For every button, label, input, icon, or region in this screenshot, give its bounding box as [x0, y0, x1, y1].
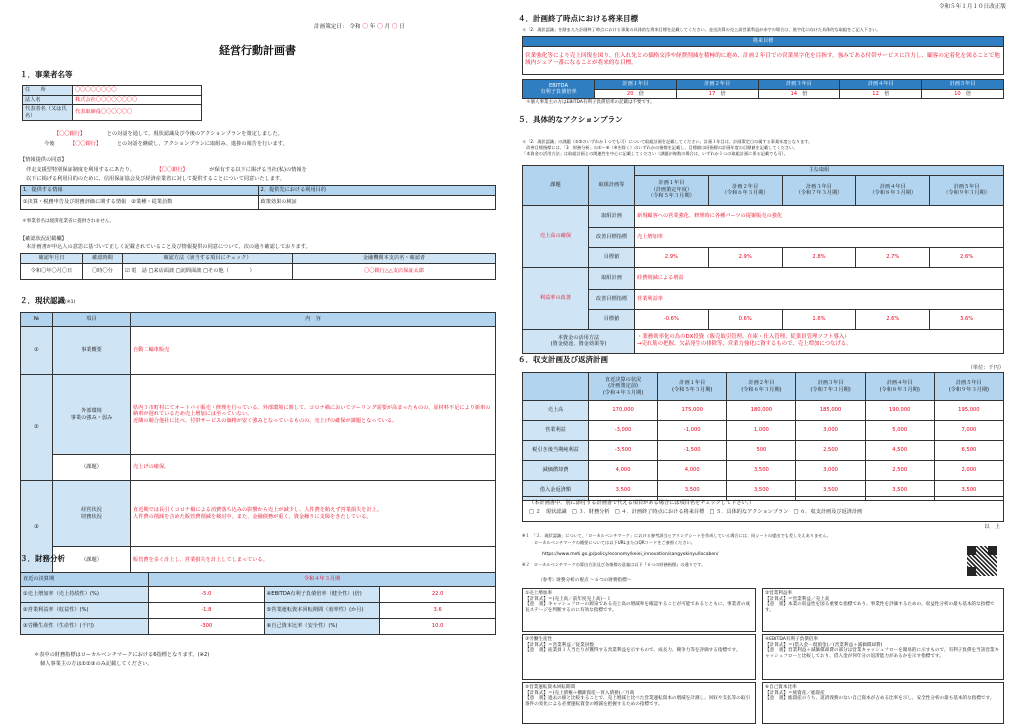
ebitda-note: ＊個人事業主の方はEBITDA有利子負債倍率の記載は不要です。 [526, 100, 655, 105]
left-page [14, 0, 501, 727]
ijo: 以 上 [984, 524, 1000, 530]
footnote-1b: ローカルベンチマークの概要については以下URLまたはQRコードをご参照ください。 [534, 540, 695, 545]
section-5-note-1: ＊「2．現状認識」の課題（②③のいずれか１つでも可）について取組計画を記載してください。計画１年目は、計画策定日の属する事業年度となります。 [522, 139, 813, 144]
intro-line-1: 【〇〇銀行】 との対話を通して、現状認識及び今後のアクションプランを策定しました。 [54, 131, 283, 137]
confirm-title: 【確認状況記載欄】 [20, 236, 67, 242]
info-consent-title: 【情報提供の同意】 [20, 157, 67, 163]
financial-note-2: 個人事業主の方は①②③のみ記載してください。 [40, 661, 153, 667]
confirm-table: 確認年月日 確認時間 確認方法（該当する項目にチェック） 金融機関本支店名・確認者 令和〇年〇月〇日 〇時〇分 ☑ 電 話 □来店面談 □訪問面談 □その他（ ） 〇〇銀行△△支店保証太郎 [20, 253, 496, 280]
info-note: ＊事業者名は経済産業省に提供されません。 [22, 219, 115, 224]
attachment-box: （本計画書中、別に添付する計画書で代える項目がある場合には項目名をチェックして下さい。） □ ２ 現状認識 □ ３．財務分析 □ ４．計画終了時点における将来目標 □ ５．具体的なアクションプラン □ ６．収支計画及び返済計画 [522, 496, 1004, 522]
section-5-note-2: 改善目標指標には、「3 財務分析」の①～⑥（※を除く）のいずれかの指標を記載し、目標値は同指標の計画年度の目標値を記載してください。 [522, 145, 798, 150]
ref-equity-ratio: ⑥自己資本比率 【計算式】＝純資産／総資産 【意 義】総資産のうち、返済義務のない自己資本が占める比率を示し、安全性分析の最も基本的な指標です。 [762, 682, 1004, 724]
section-5-note-3: 「本資金の活用方法」は取組計画との関連性を中心に記載してください（課題が複数の場合は、いずれか１つの取組計画に係る記載でも可）。 [522, 151, 788, 156]
section-1-heading: １．事業者名等 [20, 70, 73, 79]
confirm-description: 本計画書が申込人の意思に基づいて正しく記載されていること及び情報提供の同意について、次の通り確認しております。 [26, 244, 311, 250]
reference-title: （参考）財務分析の視点 ～６つの財務指標～ [538, 578, 632, 583]
localbench-url[interactable]: https://www.meti.go.jp/policy/economy/keiei_innovation/sangyokinyu/locaben/ [542, 552, 719, 557]
status-table: № 項目 内 容 ① 事業概要 自動二輪車販売 ② 外部環境 事業の強み・弱み 県内３市町村にてオートバイ販売・修理を行っている。外部環境に関して、コロナ禍においてツーリング需要が高まったものの、原材料不足により新車の納車が遅れているため売上増加には至っていない。 近隣の競合他社に比べ、付帯サービスの価格が安く強みとなっているものの、売上げの確保が課題となっている。 （課題） 売上げの確保。 ③ 経営状況 財務状況 直近期では長引くコロナ禍による消費落ち込みの影響から売上が減少し、人件費を賄えず営業損失を計上。 人件費の削減を含めた販管費削減を検討中。また、金融債務が重く、資金繰りに支障をきたしている。 （課題） 販管費を多く計上し、営業損失を計上してしまっている。 [20, 312, 496, 575]
section-4-note: ＊「2．現状認識」を踏まえた計画終了時点における事業の具体的な将来目標を記載してください。並送決算の売上高営業利益が赤字の場合は、黒字化に向けた具体的な取組をご記入下さい。 [522, 27, 881, 32]
info-consent-line-1: 伴走支援型特別保証制度を利用するにあたり、 【〇〇銀行】 が保有する以下に掲げる当社(私)の情報を [26, 167, 307, 173]
ref-sales-growth: ①売上増加率 【計算式】＝(売上高／前年度売上高)－１ 【意 義】キャッシュフローの源泉である売上高の増減率を確認することが可能であるとともに、事業者の成長ステージを判断するのに有効な指標です。 [522, 588, 756, 632]
footnote-2: ※２ ローカルベンチマークの算出方法及び各指標の意義は以下『６つの財務指標』の通りです。 [522, 562, 706, 567]
info-consent-line-2: 以下に掲げる利用目的のために、信用保証協会及び経済産業省に対して提供することについて同意いたします。 [26, 176, 285, 182]
ref-ebitda-ratio: ④EBITDA有利子負債倍率 【計算式】＝(借入金－現預金)／(営業利益＋減価償却費) 【意 義】営業利益＋減価償却費の部分は営業キャッシュフローを簡易的に示すもので、有利子負債を当該営業キャッシュフローと比較しており、借入金が何年分の返済能力があるかを示す指標です。 [762, 634, 1004, 680]
revision-date: 令和５年１月１０日改正版 [938, 4, 1006, 10]
section-5-heading: ５．具体的なアクションプラン [518, 115, 623, 124]
section-3-heading: ３．財務分析 [20, 554, 65, 563]
business-info-table: 住 所 〇〇〇〇〇〇〇〇 法人名 株式会社〇〇〇〇〇〇〇〇 代表者名（又は氏名） 代表取締役〇〇〇〇〇〇 [22, 85, 202, 121]
income-plan-table: 直近決算の状況 (計画策定前) (令和４年３月期) 計画１年目 (令和５年３月期) 計画２年目 (令和６年３月期) 計画３年目 (令和７年３月期) 計画４年目 (令和８年３月期) 計画５年目 (令和９年３月期) 売上高 170,000 175,000 180,000 185,000 190,000 195,000 営業利益 -3,000 -1,000 1,000 3,000 5,000 7,000 税引き後当期純利益 -3,500 -1,500 500 2,500 4,500 6,500 減価償却費 4,000 4,000 3,500 3,000 2,500 2,000 借入金返済額 3,500 3,500 3,500 3,500 3,500 3,500 [522, 372, 1004, 501]
unit-label: （単位：千円） [967, 365, 1004, 371]
section-4-heading: ４．計画終了時点における将来目標 [518, 14, 638, 23]
ref-labor-productivity: ③労働生産性 【計算式】＝営業利益／従業員数 【意 義】従業員１人当たりが獲得する営業利益を示すもので、成長力、競争力等を評価する指標です。 [522, 634, 756, 680]
intro-line-2: 今後 【〇〇銀行】 との対話を継続し、アクションプランに取組み、進捗の報告を行います。 [44, 141, 288, 147]
info-provision-table: 1．提供する情報 2．提供先における利用目的 ①決算・税務申告及び財務評価に関する情報 ②業種・従業員数 政策効果の検証 [20, 185, 496, 210]
future-goal-table: 将来目標 営業強化等により売上回復を図り、仕入れ先との価格交渉や経費削減を積極的に進め、計画２年目での営業黒字化を目指す。強みである付帯サービスに注力し、顧客の定着化を図ることで地域内シェア一番になることが将来的な目標。 [522, 36, 1004, 75]
plan-date: 計画策定日： 令和 〇 年 〇 月 〇 日 [314, 24, 405, 30]
section-6-heading: ６．収支計画及び返済計画 [518, 355, 608, 364]
qr-code-icon[interactable] [967, 546, 997, 576]
section-2-heading: ２．現状認識(※1) [20, 296, 76, 305]
ebitda-target-table: EBITDA 有利子負債倍率 計画１年目 計画２年目 計画３年目 計画４年目 計画５年目 20 倍 17 倍 14 倍 12 倍 10 倍 [522, 79, 1004, 99]
ref-working-capital: ⑤営業運転資本回転期間 【計算式】＝(売上債権＋棚卸資産－買入債務)／月商 【意 義】過去の値と比較することで、売上増減と比べた営業運転資本の増減を計測し、回収や支払等の取引条件の変化による必要運転資金の増減を把握するための指標です。 [522, 682, 756, 724]
right-page [512, 0, 1012, 727]
footnote-1: ※１ 「２．現状認識」について、「ローカルベンチマーク」における参考該当ヒアリングシートを作成している場合には、同シートの提出でも差し支えありません。 [522, 533, 831, 538]
attachment-checkboxes[interactable]: □ ２ 現状認識 □ ３．財務分析 □ ４．計画終了時点における将来目標 □ ５．具体的なアクションプラン □ ６．収支計画及び返済計画 [529, 508, 863, 515]
action-plan-table: 課題 取組計画等 主な取組 計画１年目 （計画策定年度） （令和５年３月期） 計画２年目 （令和６年３月期） 計画３年目 （令和７年３月期） 計画４年目 （令和８年３月期） 計画５年目 （令和９年３月期） 売上高の確保 取組計画 新規顧客への営業強化、修理時に各種パーツの提案販売の強化 改善目標指標 売上増加率 目標値 2.9% 2.9% 2.8% 2.7% 2.6% 利益率の改善 取組計画 経費削減による増益 改善目標指標 営業利益率 目標値 -0.6% 0.6% 1.6% 2.6% 3.6% 本資金の活用方法 (資金使途、資金効果等) ・業務効率化の為のDX投資（販売取引管理、在庫・仕入管理、従業員管理ソフト導入） →売れ筋の把握、欠品発生の排除等、営業力強化に資するもので、売上増加につなげる。 [522, 165, 1004, 354]
financial-note-1: ＊表中の財務指標はローカルベンチマークにおける6指標となります。(※2) [34, 652, 210, 658]
document-title: 経営行動計画書 [219, 44, 296, 57]
ref-operating-margin: ②営業利益率 【計算式】＝営業利益／売上高 【意 義】本業の収益性を図る重要な指標であり、事業性を評価するための、収益性分析の最も基本的な指標です。 [762, 588, 1004, 632]
financial-table: 直近の決算期 令和４年３月期 ①売上増加率（売上持続性）(%) -5.0 ④EBITDA有利子負債倍率（健全性）(倍) 22.0 ②営業利益率（収益性）(%) -1.8 ⑤営業運転資本回転期間（効率性）(か月) 3.6 ③労働生産性（生産性）(千円) -300 ⑥自己資本比率（安全性）(%) 10.0 [20, 572, 496, 635]
